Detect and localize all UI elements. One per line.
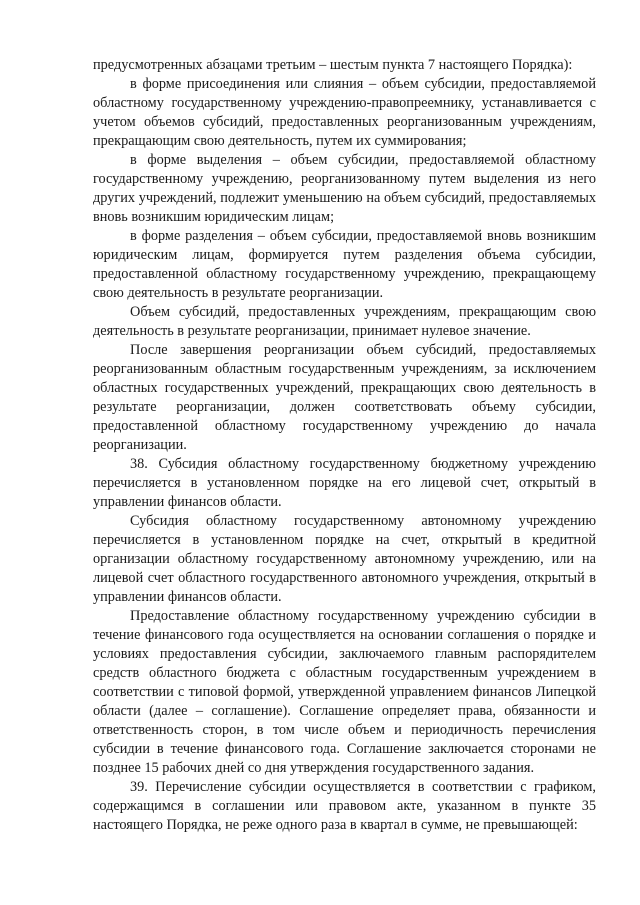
paragraph-merger-form: в форме присоединения или слияния – объем субсидии, предоставляемой областному государственному учреждению-правопреемнику, устанавливается с учетом объемов субсидий, предоставленных реорганизованным учреждениям, прекращающим свою деятельность, путем их суммирования; [93, 76, 596, 149]
paragraph-division-form: в форме разделения – объем субсидии, предоставляемой вновь возникшим юридическим лицам, формируется путем разделения объема субсидии, предоставленной областному государственному учреждению, прекращающему свою деятельность в результате реорганизации. [93, 228, 596, 301]
paragraph-separation-form: в форме выделения – объем субсидии, предоставляемой областному государственному учреждению, реорганизованному путем выделения из него других учреждений, подлежит уменьшению на объем субсидий, предоставляемых вновь возникшим юридическим лицам; [93, 152, 596, 225]
paragraph-continuation: предусмотренных абзацами третьим – шестым пункта 7 настоящего Порядка): [93, 57, 573, 73]
paragraph-section-38: 38. Субсидия областному государственному бюджетному учреждению перечисляется в установленном порядке на его лицевой счет, открытый в управлении финансов области. [93, 456, 596, 510]
paragraph-section-39: 39. Перечисление субсидии осуществляется в соответствии с графиком, содержащимся в соглашении или правовом акте, указанном в пункте 35 настоящего Порядка, не реже одного раза в квартал в сумме, не превышающей: [93, 779, 596, 833]
paragraph-zero-value: Объем субсидий, предоставленных учреждениям, прекращающим свою деятельность в результате реорганизации, принимает нулевое значение. [93, 304, 596, 339]
paragraph-autonomous-institution: Субсидия областному государственному автономному учреждению перечисляется в установленном порядке на счет, открытый в кредитной организации областному государственному автономному учреждению, или на лицевой счет областного государственного автономного учреждения, открытый в управлении финансов области. [93, 513, 596, 605]
paragraph-agreement: Предоставление областному государственному учреждению субсидии в течение финансового года осуществляется на основании соглашения о порядке и условиях предоставления субсидии, заключаемого главным распорядителем средств областного бюджета с областным государственным учреждением в соответствии с типовой формой, утвержденной управлением финансов Липецкой области (далее – соглашение). Соглашение определяет права, обязанности и ответственность сторон, в том числе объем и периодичность перечисления субсидии в течение финансового года. Соглашение заключается сторонами не позднее 15 рабочих дней со дня утверждения государственного задания. [93, 608, 596, 776]
paragraph-after-reorganization: После завершения реорганизации объем субсидий, предоставляемых реорганизованным областным государственным учреждениям, за исключением областных государственных учреждений, прекращающих свою деятельность в результате реорганизации, должен соответствовать объему субсидии, предоставленной областному государственному учреждению до начала реорганизации. [93, 342, 596, 453]
document-body [93, 56, 596, 835]
